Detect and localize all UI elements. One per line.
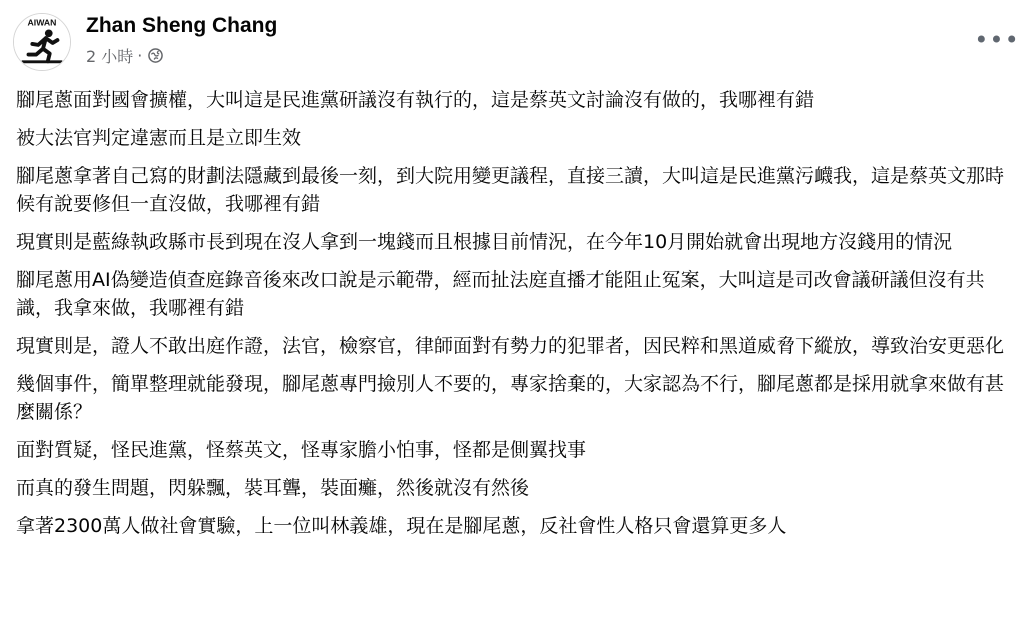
post-paragraph: 腳尾蔥拿著自己寫的財劃法隱藏到最後一刻，到大院用變更議程，直接三讀，大叫這是民進黨污衊我，這是蔡英文那時候有說要修但一直沒做，我哪裡有錯	[16, 165, 1005, 215]
post-paragraph: 現實則是，證人不敢出庭作證，法官，檢察官，律師面對有勢力的犯罪者，因民粹和黑道威脅下縱放，導致治安更惡化	[16, 335, 1005, 357]
post-paragraph: 幾個事件，簡單整理就能發現，腳尾蔥專門撿別人不要的，專家捨棄的，大家認為不行，腳尾蔥都是採用就拿來做有甚麼關係？	[16, 373, 1005, 423]
globe-icon	[148, 48, 163, 63]
post-time[interactable]: 2 小時	[86, 46, 134, 66]
meta-separator: ·	[137, 45, 143, 65]
author-name[interactable]: Zhan Sheng Chang	[86, 14, 278, 37]
more-options-button[interactable]: •••	[974, 26, 1020, 54]
post-paragraph: 腳尾蔥用AI偽變造偵查庭錄音後來改口說是示範帶，經而扯法庭直播才能阻止冤案，大叫這是司改會議研議但沒有共識，我拿來做，我哪裡有錯	[16, 269, 985, 319]
avatar[interactable]	[13, 13, 71, 71]
running-man-logo-icon	[14, 14, 70, 70]
avatar-logo-text: AIWAN	[27, 17, 57, 28]
post-paragraph: 現實則是藍綠執政縣市長到現在沒人拿到一塊錢而且根據目前情況，在今年10月開始就會出現地方沒錢用的情況	[16, 231, 953, 253]
post-paragraph: 被大法官判定違憲而且是立即生效	[16, 127, 302, 149]
post-paragraph: 腳尾蔥面對國會擴權，大叫這是民進黨研議沒有執行的，這是蔡英文討論沒有做的，我哪裡有錯	[16, 89, 815, 111]
post-header	[0, 0, 1024, 80]
post-paragraph: 拿著2300萬人做社會實驗，上一位叫林義雄，現在是腳尾蔥，反社會性人格只會還算更多人	[16, 515, 787, 537]
post-body	[16, 86, 1016, 550]
post-paragraph: 面對質疑，怪民進黨，怪蔡英文，怪專家膽小怕事，怪都是側翼找事	[16, 439, 587, 461]
post-paragraph: 而真的發生問題，閃躲飄，裝耳聾，裝面癱，然後就沒有然後	[16, 477, 530, 499]
post-meta	[86, 43, 163, 67]
